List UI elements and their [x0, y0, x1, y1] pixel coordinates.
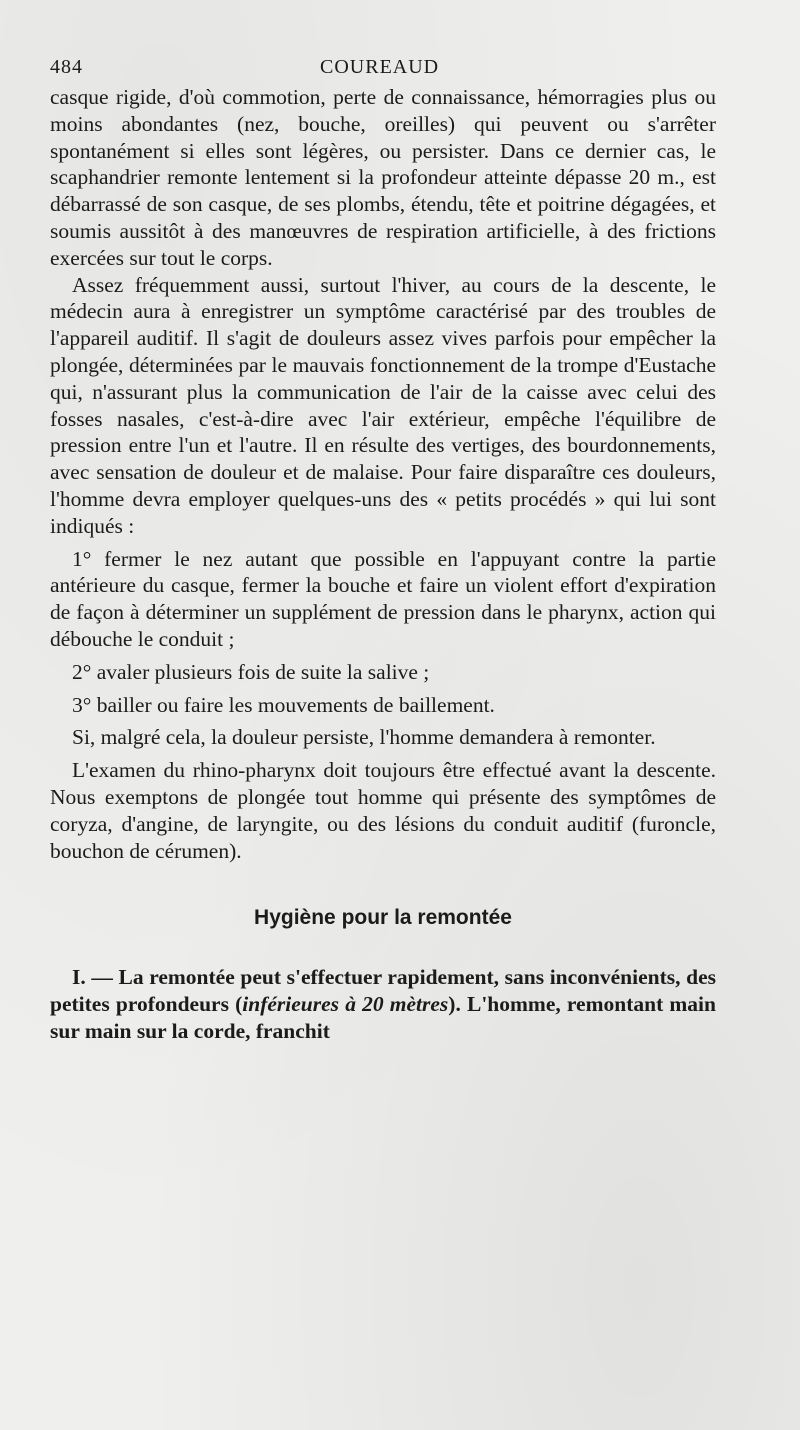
paragraph-commotion: casque rigide, d'où commotion, perte de connaissance, hémorragies plus ou moins abondantes (nez, bouche, oreilles) qui peuvent ou s'arrêter spontanément si elles sont légères, ou persister. Dans ce dernier cas, le scaphandrier remonte lentement si la profondeur atteinte dépasse 20 m., est débarrassé de son casque, de ses plombs, étendu, tête et poitrine dégagées, et soumis aussitôt à des manœuvres de respiration artificielle, à des frictions exercées sur tout le corps.: [50, 85, 716, 270]
section-heading: Hygiène pour la remontée: [254, 906, 512, 930]
ascent-emphasis: inférieures à 20 mètres: [242, 992, 449, 1017]
paragraph-examination: L'examen du rhino-pharynx doit toujours être effectué avant la descente. Nous exemptons de plongée tout homme qui présente des symptômes de coryza, d'angine, de laryngite, ou des lésions du conduit auditif (furoncle, bouchon de cérumen).: [50, 758, 716, 863]
paragraph-auditory-symptoms: Assez fréquemment aussi, surtout l'hiver, au cours de la descente, le médecin aura à enregistrer un symptôme caractérisé par des troubles de l'appareil auditif. Il s'agit de douleurs assez vives parfois pour empêcher la plongée, déterminées par le mauvais fonctionnement de la trompe d'Eustache qui, n'assurant plus la communication de l'air de la caisse avec celui des fosses nasales, c'est-à-dire avec l'air extérieur, empêche l'équilibre de pression entre l'un et l'autre. Il en résulte des vertiges, des bourdonnements, avec sensation de douleur et de malaise. Pour faire disparaître ces douleurs, l'homme devra employer quelques-uns des « petits procédés » qui lui sont indiqués :: [50, 272, 716, 538]
list-item-3: 3° bailler ou faire les mouvements de baillement.: [72, 692, 495, 717]
paragraph-ascent: [50, 964, 716, 1044]
ascent-text-start: I. — La remontée peut s'effectuer rapidement, sans inconvénients, des petites profondeurs (: [50, 965, 716, 1017]
running-title: COUREAUD: [320, 56, 440, 78]
list-item-1: 1° fermer le nez autant que possible en l'appuyant contre la partie antérieure du casque, fermer la bouche et faire un violent effort d'expiration de façon à déterminer un supplément de pression dans le pharynx, action qui débouche le conduit ;: [50, 546, 716, 651]
running-header: [50, 50, 716, 84]
page-number: 484: [50, 56, 83, 78]
list-item-2: 2° avaler plusieurs fois de suite la salive ;: [72, 659, 430, 684]
ascent-text-end: ). L'homme, remontant main sur main sur la corde, franchit: [50, 992, 716, 1043]
paragraph-persisting-pain: Si, malgré cela, la douleur persiste, l'homme demandera à remonter.: [72, 725, 656, 750]
